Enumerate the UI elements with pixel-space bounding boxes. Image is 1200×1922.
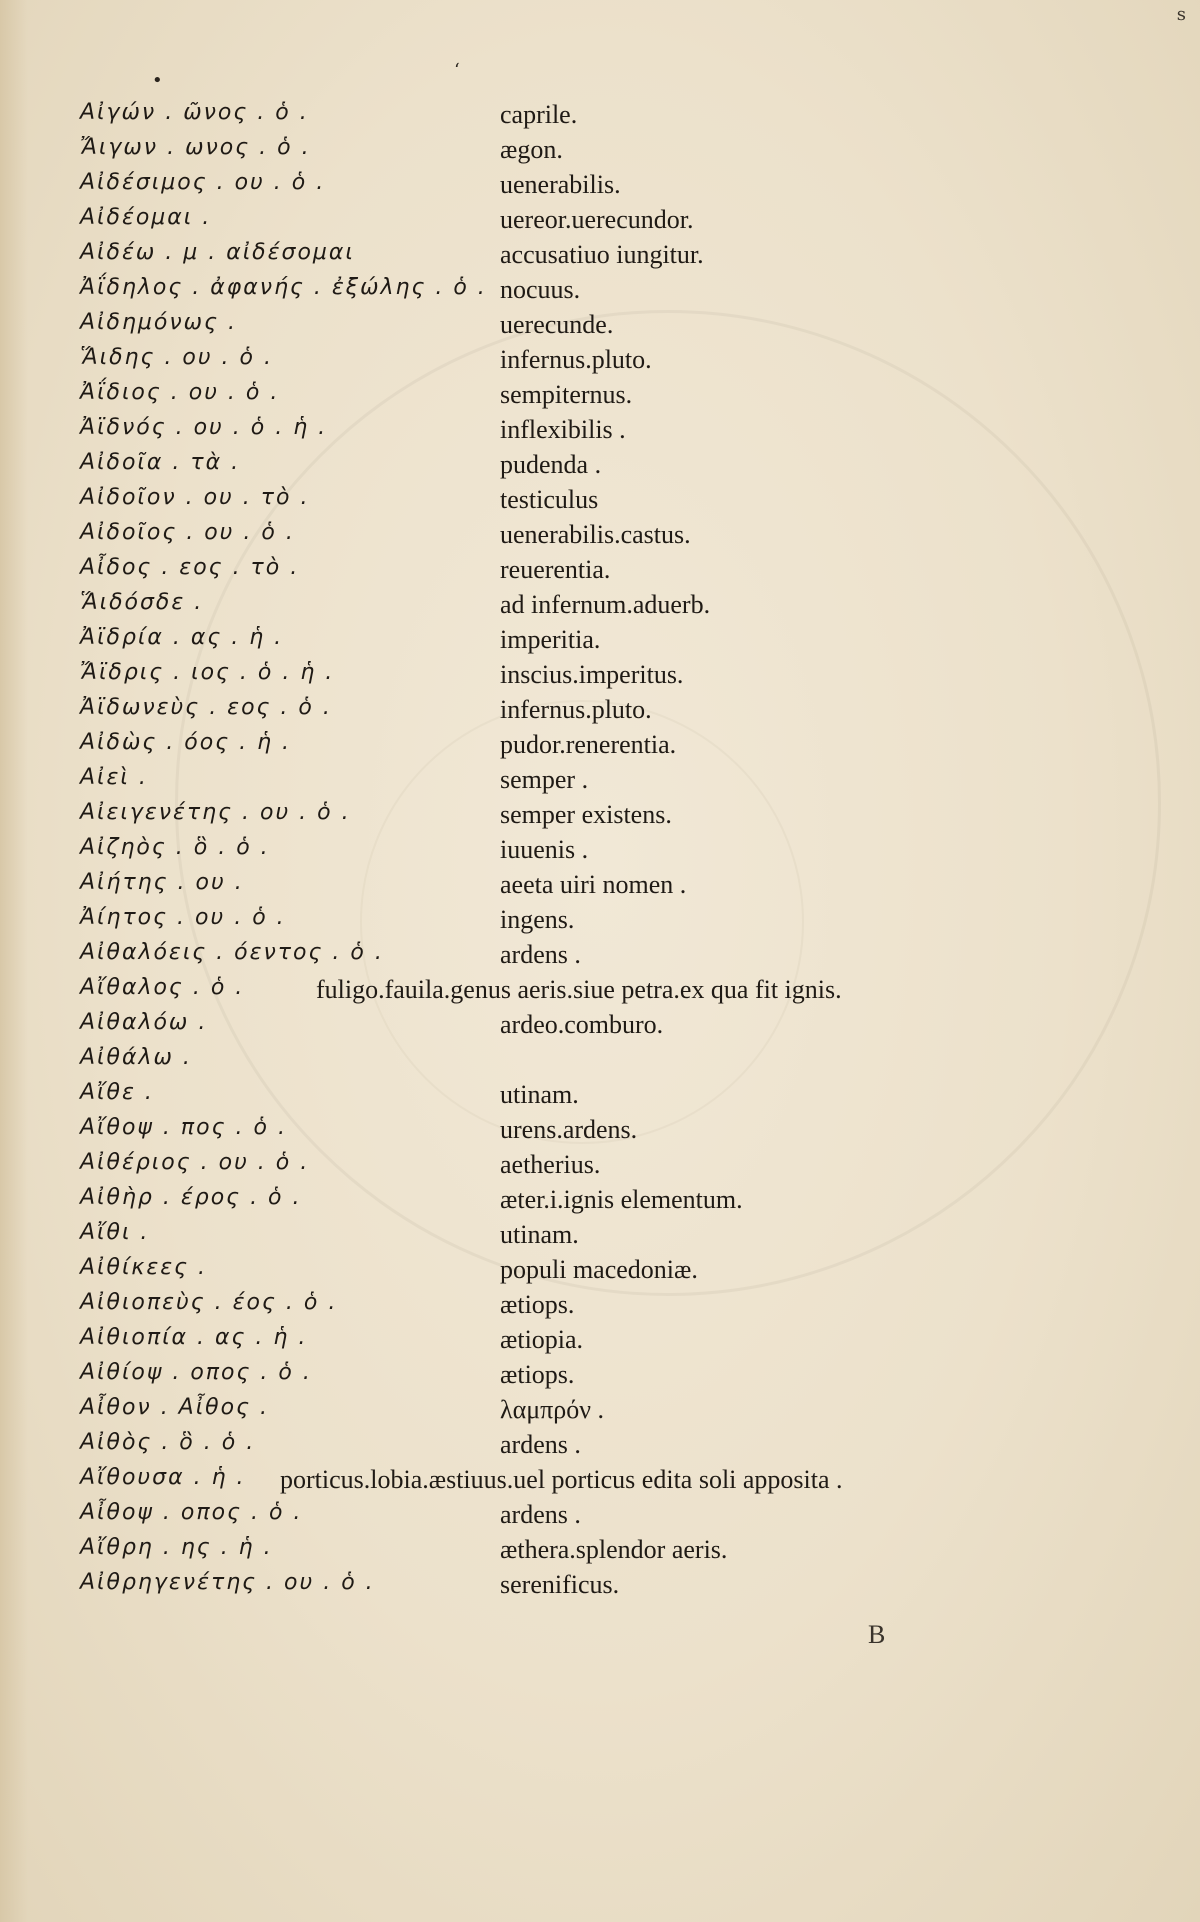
greek-headword: Αἰδοῖος . ου . ὁ . <box>80 520 295 545</box>
latin-gloss: ardeo.comburo. <box>500 1010 664 1039</box>
greek-headword: Αἰδὼς . όος . ἡ . <box>80 730 292 755</box>
greek-headword: Αἰδέσιμος . ου . ὁ . <box>80 170 326 195</box>
ink-dot: • <box>152 70 163 91</box>
greek-headword: Ἄιγων . ωνος . ὁ . <box>80 135 311 160</box>
ink-mark: ʻ <box>454 60 460 81</box>
entry-row <box>0 170 1200 204</box>
entry-row <box>0 1010 1200 1044</box>
entry-row <box>0 1290 1200 1324</box>
greek-headword: Αἰδέω . μ . αἰδέσομαι <box>80 240 355 265</box>
entry-row <box>0 905 1200 939</box>
entry-row <box>0 1185 1200 1219</box>
greek-headword: Αἴθρη . ης . ἡ . <box>80 1535 273 1560</box>
greek-headword: Ἄϊδρις . ιος . ὁ . ἡ . <box>80 660 335 685</box>
entry-row <box>0 1465 1200 1499</box>
greek-headword: Αἰδοῖον . ου . τὸ . <box>80 485 310 510</box>
latin-gloss: reuerentia. <box>500 555 611 584</box>
entry-row <box>0 1570 1200 1604</box>
latin-gloss: aeeta uiri nomen . <box>500 870 687 899</box>
entry-row <box>0 765 1200 799</box>
latin-gloss: pudor.renerentia. <box>500 730 677 759</box>
latin-gloss: ægon. <box>500 135 563 164</box>
greek-headword: Αἰθιοπεὺς . έος . ὁ . <box>80 1290 338 1315</box>
entry-row <box>0 1150 1200 1184</box>
entry-row <box>0 555 1200 589</box>
entry-row <box>0 800 1200 834</box>
latin-gloss: accusatiuo iungitur. <box>500 240 704 269</box>
entry-row <box>0 205 1200 239</box>
greek-headword: Αἰθάλω . <box>80 1045 192 1070</box>
greek-headword: Ἀΐδιος . ου . ὁ . <box>80 380 280 405</box>
latin-gloss: serenificus. <box>500 1570 620 1599</box>
latin-gloss: iuuenis . <box>500 835 589 864</box>
greek-headword: Αἶδος . εος . τὸ . <box>80 555 300 580</box>
entry-row <box>0 1325 1200 1359</box>
greek-headword: Αἰζηὸς . ὃ . ὁ . <box>80 835 270 860</box>
latin-gloss: porticus.lobia.æstiuus.uel porticus edita soli apposita . <box>280 1465 843 1494</box>
entry-row <box>0 380 1200 414</box>
greek-headword: Αἰθίοψ . οπος . ὁ . <box>80 1360 312 1385</box>
greek-headword: Ἀίητος . ου . ὁ . <box>80 905 286 930</box>
latin-gloss: utinam. <box>500 1080 579 1109</box>
greek-headword: Αἰγών . ῶνος . ὁ . <box>80 100 309 125</box>
latin-gloss: æthera.splendor aeris. <box>500 1535 728 1564</box>
greek-headword: Αἴθουσα . ἡ . <box>80 1465 246 1490</box>
entry-row <box>0 1115 1200 1149</box>
latin-gloss: inflexibilis . <box>500 415 626 444</box>
latin-gloss: semper . <box>500 765 589 794</box>
latin-gloss: æter.i.ignis elementum. <box>500 1185 743 1214</box>
entry-row <box>0 1045 1200 1079</box>
entry-row <box>0 135 1200 169</box>
entry-row <box>0 730 1200 764</box>
greek-headword: Αἰθρηγενέτης . ου . ὁ . <box>80 1570 375 1595</box>
entry-row <box>0 485 1200 519</box>
entry-row <box>0 345 1200 379</box>
latin-gloss: semper existens. <box>500 800 672 829</box>
greek-headword: Ἀΐδηλος . ἀφανής . ἐξώλης . ὁ . <box>80 275 487 300</box>
entry-row <box>0 660 1200 694</box>
entry-row <box>0 1430 1200 1464</box>
entry-row <box>0 1395 1200 1429</box>
latin-gloss: ætiops. <box>500 1290 575 1319</box>
greek-headword: Αἰδέομαι . <box>80 205 212 230</box>
greek-headword: Αἰθαλόεις . όεντος . ὁ . <box>80 940 384 965</box>
latin-gloss: ardens . <box>500 940 581 969</box>
greek-headword: Αἰδημόνως . <box>80 310 237 335</box>
greek-headword: Αἰθίκεες . <box>80 1255 208 1280</box>
greek-headword: Αἰθέριος . ου . ὁ . <box>80 1150 310 1175</box>
latin-gloss: uereor.uerecundor. <box>500 205 694 234</box>
greek-headword: Ἅιδης . ου . ὁ . <box>80 345 273 370</box>
greek-headword: Αἴθαλος . ὁ . <box>80 975 245 1000</box>
entry-row <box>0 1360 1200 1394</box>
greek-headword: Αἰεὶ . <box>80 765 148 790</box>
latin-gloss: infernus.pluto. <box>500 695 652 724</box>
latin-gloss: fuligo.fauila.genus aeris.siue petra.ex qua fit ignis. <box>316 975 842 1004</box>
entry-row <box>0 975 1200 1009</box>
entry-row <box>0 450 1200 484</box>
greek-headword: Αἰειγενέτης . ου . ὁ . <box>80 800 351 825</box>
latin-gloss: nocuus. <box>500 275 581 304</box>
latin-gloss: ingens. <box>500 905 575 934</box>
entry-row <box>0 590 1200 624</box>
entry-row <box>0 1535 1200 1569</box>
greek-headword: Αἴθι . <box>80 1220 150 1245</box>
latin-gloss: utinam. <box>500 1220 579 1249</box>
entry-row <box>0 1500 1200 1534</box>
entry-row <box>0 100 1200 134</box>
latin-gloss: imperitia. <box>500 625 601 654</box>
latin-gloss: uenerabilis. <box>500 170 621 199</box>
entry-row <box>0 1080 1200 1114</box>
latin-gloss: uenerabilis.castus. <box>500 520 691 549</box>
greek-headword: Αἰθιοπία . ας . ἡ . <box>80 1325 308 1350</box>
entry-row <box>0 835 1200 869</box>
entry-row <box>0 275 1200 309</box>
latin-gloss: urens.ardens. <box>500 1115 638 1144</box>
latin-gloss: aetherius. <box>500 1150 601 1179</box>
entry-row <box>0 695 1200 729</box>
latin-gloss: sempiternus. <box>500 380 633 409</box>
latin-gloss: λαμπρόν . <box>500 1395 605 1424</box>
greek-headword: Αἰήτης . ου . <box>80 870 244 895</box>
entry-row <box>0 625 1200 659</box>
greek-headword: Αἶθοψ . οπος . ὁ . <box>80 1500 303 1525</box>
entry-row <box>0 310 1200 344</box>
entry-row <box>0 415 1200 449</box>
greek-headword: Αἰθαλόω . <box>80 1010 208 1035</box>
latin-gloss: uerecunde. <box>500 310 614 339</box>
latin-gloss: pudenda . <box>500 450 602 479</box>
entry-row <box>0 520 1200 554</box>
greek-headword: Αἰθὸς . ὃ . ὁ . <box>80 1430 256 1455</box>
entry-row <box>0 240 1200 274</box>
latin-gloss: ætiops. <box>500 1360 575 1389</box>
latin-gloss: populi macedoniæ. <box>500 1255 698 1284</box>
greek-headword: Ἀϊδρία . ας . ἡ . <box>80 625 284 650</box>
signature-mark: B <box>868 1620 886 1649</box>
latin-gloss: ætiopia. <box>500 1325 584 1354</box>
latin-gloss: ad infernum.aduerb. <box>500 590 711 619</box>
greek-headword: Αἰθὴρ . έρος . ὁ . <box>80 1185 302 1210</box>
greek-headword: Ἅιδόσδε . <box>80 590 204 615</box>
latin-gloss: infernus.pluto. <box>500 345 652 374</box>
latin-gloss: testiculus <box>500 485 599 514</box>
greek-headword: Ἀϊδωνεὺς . εος . ὁ . <box>80 695 332 720</box>
greek-headword: Αἰδοῖα . τὰ . <box>80 450 241 475</box>
greek-headword: Αἴθοψ . πος . ὁ . <box>80 1115 287 1140</box>
greek-headword: Αἶθον . Αἶθος . <box>80 1395 269 1420</box>
entry-row <box>0 870 1200 904</box>
entry-row <box>0 940 1200 974</box>
greek-headword: Ἀϊδνός . ου . ὁ . ἡ . <box>80 415 328 440</box>
latin-gloss: ardens . <box>500 1500 581 1529</box>
entry-row <box>0 1255 1200 1289</box>
latin-gloss: inscius.imperitus. <box>500 660 684 689</box>
latin-gloss: caprile. <box>500 100 578 129</box>
greek-headword: Αἴθε . <box>80 1080 154 1105</box>
latin-gloss: ardens . <box>500 1430 581 1459</box>
entry-row <box>0 1220 1200 1254</box>
page-corner-mark: s <box>1176 4 1186 25</box>
